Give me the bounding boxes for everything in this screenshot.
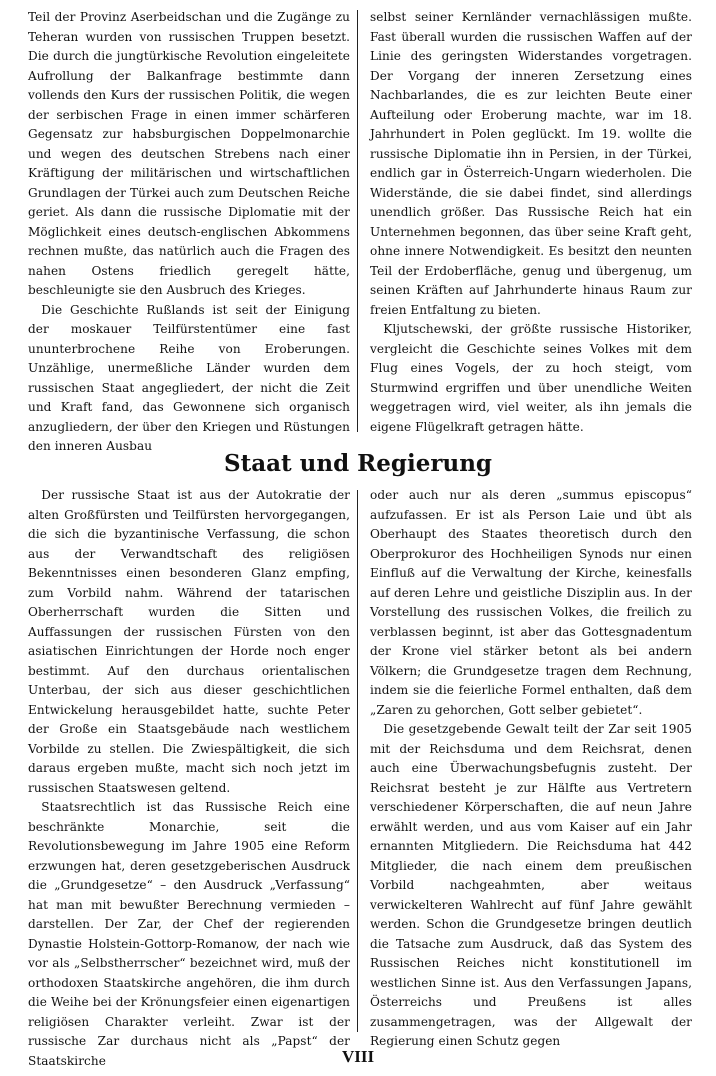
section-title: Staat und Regierung: [223, 450, 493, 477]
paragraph: Die Geschichte Rußlands ist seit der Einigung der moskauer Teilfürstentümer eine fast ununterbrochene Reihe von Eroberungen. Unzählige, unermeßliche Länder wurden dem russischen Staat angegliedert, der nicht die Zeit und Kraft fand, das Gewonnene sich organisch anzugliedern, der über den Kriegen und Rüstungen den inneren Ausbau: [28, 302, 350, 453]
bottom-right-column: [370, 486, 692, 1048]
top-left-column: [28, 8, 350, 453]
paragraph: oder auch nur als deren „summus episcopus“ aufzufassen. Er ist als Person Laie und übt als Oberhaupt des Staates theoretisch durch den Oberprokuror des Hochheiligen Synods nur einen Einfluß auf die Verwaltung der Kirche, keinesfalls auf deren Lehre und geistliche Disziplin aus. In der Vorstellung des russischen Volkes, die freilich zu verblassen beginnt, ist aber das Gottesgnadentum der Krone viel stärker betont als bei andern Völkern; die Grundgesetze tragen dem Rechnung, indem sie die feierliche Formel enthalten, daß dem „Zaren zu gehorchen, Gott selber gebietet“.: [370, 488, 692, 717]
bottom-left-column: [28, 486, 350, 1068]
paragraph: Teil der Provinz Aserbeidschan und die Zugänge zu Teheran wurden von russischen Truppen besetzt. Die durch die jungtürkische Revolution eingeleitete Aufrollung der Balkanfrage bestimmte dann vollends den Kurs der russischen Politik, die wegen der serbischen Frage in einen immer schärferen Gegensatz zur habsburgischen Doppelmonarchie und wegen des deutschen Strebens nach einer Kräftigung der militärischen und wirtschaftlichen Grundlagen der Türkei auch zum Deutschen Reiche geriet. Als dann die russische Diplomatie mit der Möglichkeit eines deutsch-englischen Abkommens rechnen mußte, das natürlich auch die Fragen des nahen Ostens friedlich geregelt hätte, beschleunigte sie den Ausbruch des Krieges.: [28, 10, 350, 297]
paragraph: Staatsrechtlich ist das Russische Reich eine beschränkte Monarchie, seit die Revolutionsbewegung im Jahre 1905 eine Reform erzwungen hat, deren gesetzgeberischen Ausdruck die „Grundgesetze“ – den Ausdruck „Verfassung“ hat man mit bewußter Berechnung vermieden – darstellen. Der Zar, der Chef der regierenden Dynastie Holstein-Gottorp-Romanow, der nach wie vor als „Selbstherrscher“ bezeichnet wird, muß der orthodoxen Staatskirche angehören, die ihm durch die Weihe bei der Krönungsfeier einen eigenartigen religiösen Charakter verleiht. Zwar ist der russische Zar durchaus nicht als „Papst“ der Staatskirche: [28, 800, 350, 1068]
page-number: VIII: [341, 1047, 375, 1066]
paragraph: Der russische Staat ist aus der Autokratie der alten Großfürsten und Teilfürsten hervorgegangen, die sich die byzantinische Verfassung, die schon aus der Verwandtschaft des religiösen Bekenntnisses einen besonderen Glanz empfing, zum Vorbild nahm. Während der tatarischen Oberherrschaft wurden die Sitten und Auffassungen der russischen Fürsten von den asiatischen Einrichtungen der Horde noch enger bestimmt. Auf den durchaus orientalischen Unterbau, der sich aus dieser geschichtlichen Entwickelung herausgebildet hatte, suchte Peter der Große ein Staatsgebäude nach westlichem Vorbilde zu stellen. Die Zwiespältigkeit, die sich daraus ergeben mußte, macht sich noch jetzt im russischen Staatswesen geltend.: [28, 488, 350, 795]
paragraph: Die gesetzgebende Gewalt teilt der Zar seit 1905 mit der Reichsduma und dem Reichsrat, denen auch eine Überwachungsbefugnis zusteht. Der Reichsrat besteht je zur Hälfte aus Vertretern verschiedener Körperschaften, die auf neun Jahre erwählt werden, und aus vom Kaiser auf ein Jahr ernannten Mitgliedern. Die Reichsduma hat 442 Mitglieder, die nach einem dem preußischen Vorbild nachgeahmten, aber weitaus verwickelteren Wahlrecht auf fünf Jahre gewählt werden. Schon die Grundgesetze bringen deutlich die Tatsache zum Ausdruck, daß das System des Russischen Reiches nicht konstitutionell im westlichen Sinne ist. Aus den Verfassungen Japans, Österreichs und Preußens ist alles zusammengetragen, was der Allgewalt der Regierung einen Schutz gegen: [370, 722, 692, 1048]
paragraph: selbst seiner Kernländer vernachlässigen mußte. Fast überall wurden die russischen Waffen auf der Linie des geringsten Widerstandes vorgetragen. Der Vorgang der inneren Zersetzung eines Nachbarlandes, die es zur leichten Beute einer Aufteilung oder Eroberung machte, war im 18. Jahrhundert in Polen geglückt. Im 19. wollte die russische Diplomatie ihn in Persien, in der Türkei, endlich gar in Österreich-Ungarn wiederholen. Die Widerstände, die sie dabei findet, sind allerdings unendlich größer. Das Russische Reich hat ein Unternehmen begonnen, das über seine Kraft geht, ohne innere Notwendigkeit. Es besitzt den neunten Teil der Erdoberfläche, genug und übergenug, um seinen Kräften auf Jahrhunderte hinaus Raum zur freien Entfaltung zu bieten.: [370, 10, 692, 317]
column-divider: [357, 10, 358, 432]
paragraph: Kljutschewski, der größte russische Historiker, vergleicht die Geschichte seines Volkes mit dem Flug eines Vogels, der zu hoch steigt, vom Sturmwind ergriffen und über unendliche Weiten weggetragen wird, viel weiter, als ihn jemals die eigene Flügelkraft getragen hätte.: [370, 322, 692, 434]
column-divider: [357, 490, 358, 1032]
top-columns: [28, 8, 692, 453]
top-right-column: [370, 8, 692, 436]
